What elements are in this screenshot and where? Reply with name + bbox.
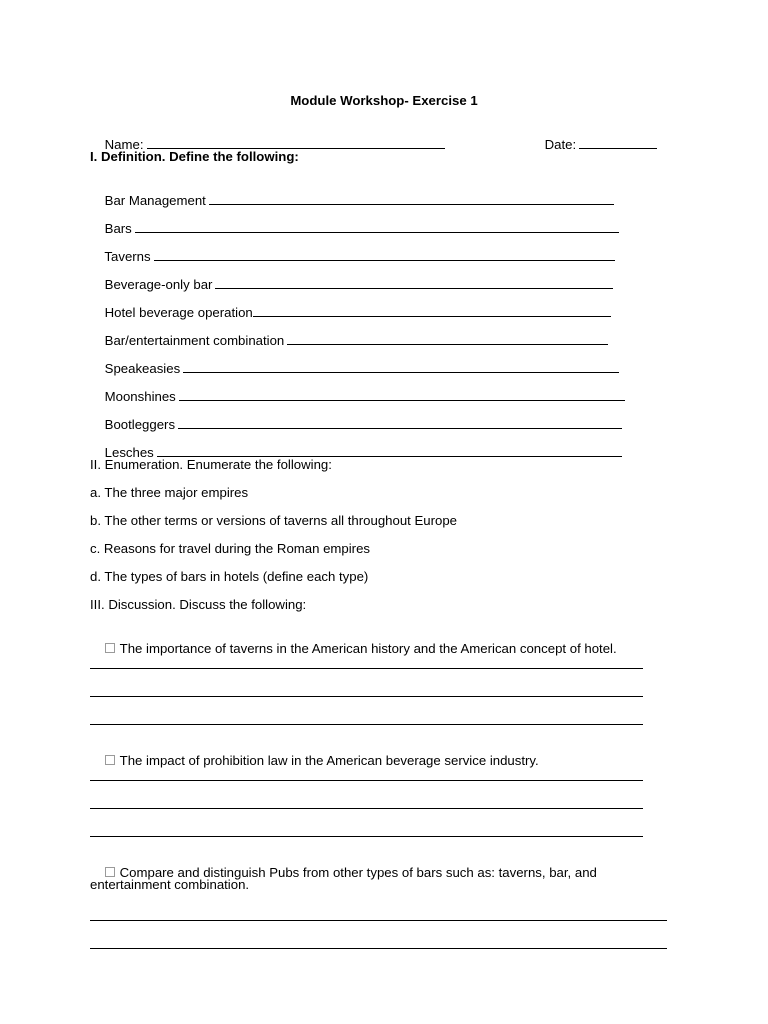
definition-blank[interactable] <box>135 221 619 233</box>
definition-term: Bars <box>104 221 132 236</box>
bullet-box-icon <box>105 867 115 877</box>
answer-line[interactable] <box>90 808 643 809</box>
date-row <box>530 121 657 169</box>
definition-term: Taverns <box>104 249 151 264</box>
definition-term: Speakeasies <box>104 361 181 376</box>
discussion-question <box>90 625 617 673</box>
definition-blank[interactable] <box>253 305 611 317</box>
bullet-box-icon <box>105 643 115 653</box>
date-blank[interactable] <box>579 137 657 149</box>
answer-line[interactable] <box>90 780 643 781</box>
definition-blank[interactable] <box>287 333 608 345</box>
enumeration-item: b. The other terms or versions of taverns all throughout Europe <box>90 513 458 528</box>
date-label: Date: <box>544 137 577 152</box>
section-2-heading: II. Enumeration. Enumerate the following: <box>90 457 332 472</box>
enumeration-item: d. The types of bars in hotels (define each type) <box>90 569 369 584</box>
definition-blank[interactable] <box>157 445 622 457</box>
definition-blank[interactable] <box>183 361 619 373</box>
definition-term: Hotel beverage operation <box>104 305 253 320</box>
answer-line[interactable] <box>90 724 643 725</box>
answer-line[interactable] <box>90 836 643 837</box>
discussion-question-text: Compare and distinguish Pubs from other types of bars such as: taverns, bar, and <box>119 865 597 880</box>
enumeration-item: c. Reasons for travel during the Roman empires <box>90 541 370 556</box>
discussion-question-text: The importance of taverns in the American history and the American concept of hotel. <box>119 641 617 656</box>
definition-blank[interactable] <box>178 417 622 429</box>
definition-blank[interactable] <box>179 389 625 401</box>
section-3-heading: III. Discussion. Discuss the following: <box>90 597 307 612</box>
enumeration-item: a. The three major empires <box>90 485 249 500</box>
answer-line[interactable] <box>90 948 667 949</box>
answer-line[interactable] <box>90 920 667 921</box>
page-title: Module Workshop- Exercise 1 <box>290 93 478 108</box>
discussion-question-continuation: entertainment combination. <box>90 877 250 892</box>
section-1-heading: I. Definition. Define the following: <box>90 149 299 164</box>
definition-blank[interactable] <box>154 249 615 261</box>
answer-line[interactable] <box>90 696 643 697</box>
definition-term: Beverage-only bar <box>104 277 213 292</box>
answer-line[interactable] <box>90 668 643 669</box>
definition-term: Lesches <box>104 445 154 460</box>
name-blank[interactable] <box>147 137 445 149</box>
definition-term: Moonshines <box>104 389 176 404</box>
discussion-question-text: The impact of prohibition law in the American beverage service industry. <box>119 753 539 768</box>
name-label: Name: <box>104 137 144 152</box>
definition-blank[interactable] <box>209 193 614 205</box>
discussion-question <box>90 737 539 785</box>
bullet-box-icon <box>105 755 115 765</box>
definition-term: Bar/entertainment combination <box>104 333 285 348</box>
definition-term: Bootleggers <box>104 417 176 432</box>
definition-term: Bar Management <box>104 193 206 208</box>
definition-blank[interactable] <box>215 277 613 289</box>
